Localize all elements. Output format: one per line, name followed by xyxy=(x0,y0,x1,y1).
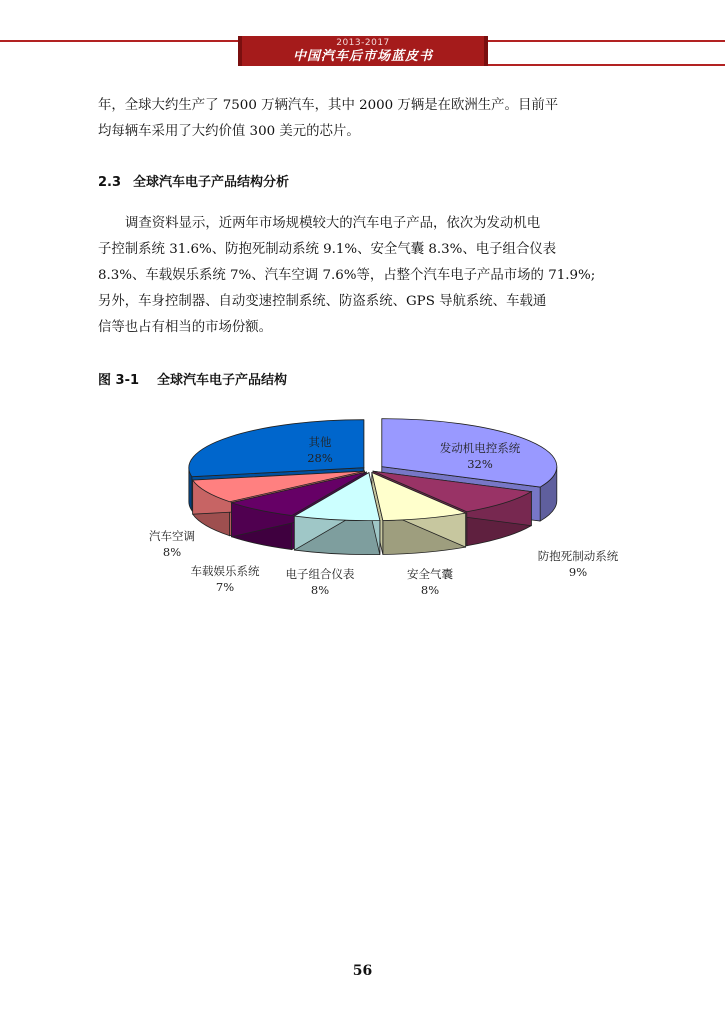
pie-slice-top xyxy=(189,420,364,477)
text-line: 信等也占有相当的市场份额。 xyxy=(98,320,273,335)
figure-title: 全球汽车电子产品结构 xyxy=(157,373,288,388)
slice-value-label: 8% xyxy=(162,545,182,559)
slice-label: 发动机电控系统 xyxy=(439,441,521,455)
text-line: 调查资料显示，近两年市场规模较大的汽车电子产品，依次为发动机电 xyxy=(125,216,541,231)
text-line: 均每辆车采用了大约价值 300 美元的芯片。 xyxy=(98,124,360,139)
slice-value-label: 8% xyxy=(420,583,440,597)
header-title: 中国汽车后市场蓝皮书 xyxy=(292,49,433,64)
slice-value-label: 8% xyxy=(310,583,330,597)
figure-caption xyxy=(98,369,287,388)
slice-label: 车载娱乐系统 xyxy=(190,564,260,578)
slice-label: 汽车空调 xyxy=(149,529,195,543)
pie-chart-svg xyxy=(120,410,620,610)
slice-value-label: 7% xyxy=(215,580,235,594)
paragraph-analysis xyxy=(98,211,638,341)
slice-value-label: 32% xyxy=(467,457,493,471)
slice-label: 其他 xyxy=(308,435,332,449)
slice-value-label: 28% xyxy=(307,451,333,465)
paragraph-continuation xyxy=(98,93,638,145)
slice-value-label: 9% xyxy=(568,565,588,579)
section-heading xyxy=(98,171,289,190)
text-line: 年，全球大约生产了 7500 万辆汽车，其中 2000 万辆是在欧洲生产。目前平 xyxy=(98,98,559,113)
page-number: 56 xyxy=(352,963,373,979)
figure-number: 图 3-1 xyxy=(98,373,140,388)
text-line: 另外，车身控制器、自动变速控制系统、防盗系统、GPS 导航系统、车载通 xyxy=(98,294,547,309)
section-title: 全球汽车电子产品结构分析 xyxy=(133,175,290,190)
running-header xyxy=(238,36,488,66)
text-line: 子控制系统 31.6%、防抱死制动系统 9.1%、安全气囊 8.3%、电子组合仪表 xyxy=(98,242,557,257)
slice-label: 防抱死制动系统 xyxy=(537,549,619,563)
header-rule-lower xyxy=(488,64,725,66)
header-years: 2013-2017 xyxy=(336,38,390,48)
text-line: 8.3%、车载娱乐系统 7%、汽车空调 7.6%等，占整个汽车电子产品市场的 71.9%; xyxy=(98,268,596,283)
slice-label: 电子组合仪表 xyxy=(285,567,355,581)
slice-label: 安全气囊 xyxy=(407,567,453,581)
pie-chart xyxy=(120,410,620,610)
section-number: 2.3 xyxy=(98,175,122,190)
